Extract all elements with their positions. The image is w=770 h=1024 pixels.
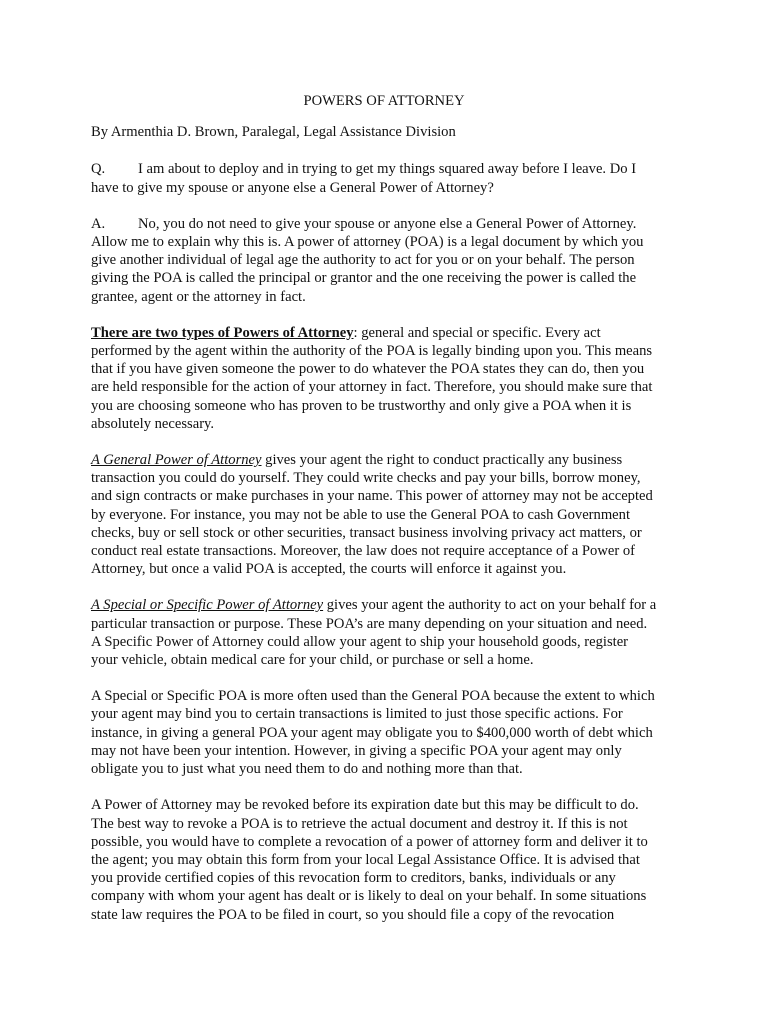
general-poa-paragraph [91,451,691,578]
answer-line-3: give another individual of legal age the authority to act for you or on your behalf. The person [91,252,635,269]
types-line-6: absolutely necessary. [91,415,215,432]
revocation-line-5: you provide certified copies of this revocation form to creditors, banks, individuals or any [91,870,616,887]
general-line-2: transaction you could do yourself. They could write checks and pay your bills, borrow money, [91,470,641,487]
comparison-paragraph [91,687,691,778]
general-line-3: and sign contracts or make purchases in your name. This power of attorney may not be accepted [91,488,653,505]
types-line-2: performed by the agent within the authority of the POA is legally binding upon you. This means [91,343,653,360]
revocation-line-7: state law requires the POA to be filed in court, so you should file a copy of the revocation [91,906,615,923]
revocation-line-2: The best way to revoke a POA is to retrieve the actual document and destroy it. If this is not [91,815,628,832]
general-line-5: checks, buy or sell stock or other securities, transact business involving privacy act matters, or [91,524,642,541]
question-line-1: Q. I am about to deploy and in trying to get my things squared away before I leave. Do I [91,161,637,178]
types-line-4: are held responsible for the action of your attorney in fact. Therefore, you should make sure that [91,379,653,396]
specific-poa-heading: A Special or Specific Power of Attorney [91,597,324,614]
revocation-line-4: the agent; you may obtain this form from your local Legal Assistance Office. It is advised that [91,851,640,868]
question-label: Q. [91,161,106,178]
revocation-line-6: company with whom your agent has dealt or is likely to deal on your behalf. In some situations [91,888,647,905]
general-line-1: A General Power of Attorney gives your agent the right to conduct practically any business [91,452,623,469]
author-byline: By Armenthia D. Brown, Paralegal, Legal Assistance Division [91,124,456,141]
answer-line-2: Allow me to explain why this is. A power of attorney (POA) is a legal document by which you [91,234,644,251]
comparison-line-1: A Special or Specific POA is more often used than the General POA because the extent to which [91,688,655,705]
document-title: POWERS OF ATTORNEY [303,93,465,109]
answer-line-1: A. No, you do not need to give your spouse or anyone else a General Power of Attorney. [91,215,637,232]
comparison-line-5: obligate you to just what you need them to do and nothing more than that. [91,761,523,778]
comparison-line-4: may not have been your intention. However, in giving a specific POA your agent may only [91,742,622,759]
specific-line-4: your vehicle, obtain medical care for your child, or purchase or sell a home. [91,652,534,669]
types-line-3: that if you have given someone the power to do whatever the POA states they can do, then you [91,361,645,378]
document-page [91,92,691,942]
revocation-paragraph [91,796,691,923]
answer-line-4: giving the POA is called the principal or grantor and the one receiving the power is called the [91,270,637,287]
revocation-line-1: A Power of Attorney may be revoked before its expiration date but this may be difficult to do. [91,797,639,814]
specific-line-2: particular transaction or purpose. These POA’s are many depending on your situation and need. [91,615,648,632]
general-line-6: conduct real estate transactions. Moreover, the law does not require acceptance of a Power of [91,543,636,560]
general-poa-heading: A General Power of Attorney [91,452,262,469]
answer-line-5: grantee, agent or the attorney in fact. [91,288,306,305]
answer-label: A. [91,215,106,232]
specific-line-1: A Special or Specific Power of Attorney gives your agent the authority to act on your behalf for a [91,597,657,614]
comparison-line-2: your agent may bind you to certain transactions is limited to just those specific actions. For [91,706,623,723]
types-paragraph [91,324,691,433]
general-line-7: Attorney, but once a valid POA is accepted, the courts will enforce it against you. [91,561,567,578]
general-line-4: by everyone. For instance, you may not be able to use the General POA to cash Government [91,506,631,523]
types-line-1: There are two types of Powers of Attorney: general and special or specific. Every act [91,324,601,341]
comparison-line-3: instance, in giving a general POA your agent may obligate you to $400,000 worth of debt which [91,724,653,741]
specific-line-3: A Specific Power of Attorney could allow your agent to ship your household goods, register [91,633,629,650]
question-line-2: have to give my spouse or anyone else a General Power of Attorney? [91,179,494,196]
question-paragraph [91,160,691,196]
types-heading: There are two types of Powers of Attorney [91,324,354,341]
specific-poa-paragraph [91,596,691,669]
revocation-line-3: possible, you would have to complete a revocation of a power of attorney form and deliver it to [91,833,648,850]
answer-paragraph [91,215,691,306]
types-line-5: you are choosing someone who has proven to be trustworthy and only give a POA when it is [91,397,632,414]
